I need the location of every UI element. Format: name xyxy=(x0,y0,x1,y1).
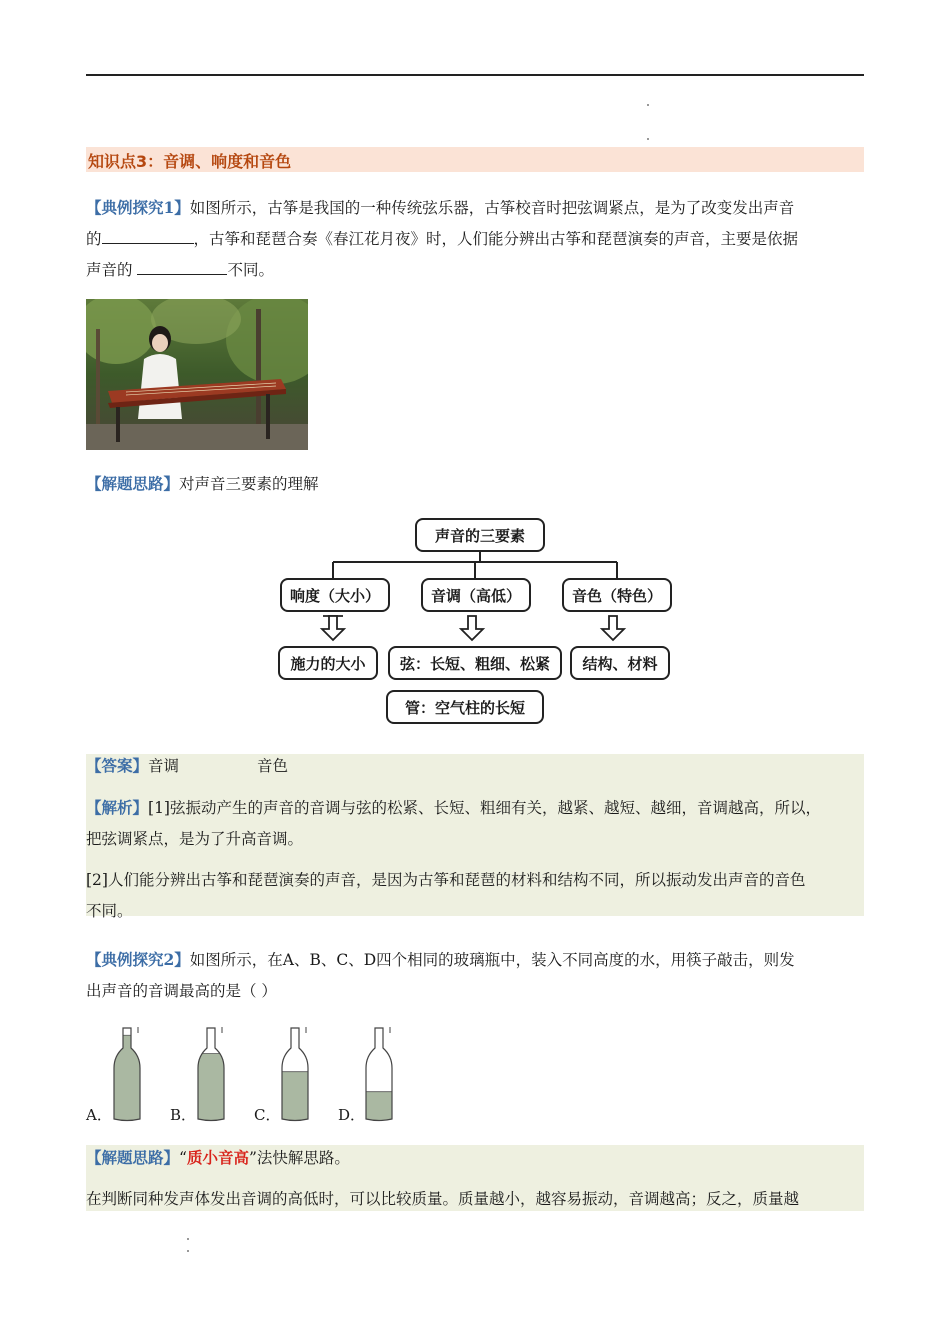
glass-bottle-icon xyxy=(196,1024,226,1124)
timbre-factor-node: 结构、材料 xyxy=(570,646,670,680)
glass-bottle-icon xyxy=(280,1024,310,1124)
example1-line2-start: 的 xyxy=(86,230,102,248)
glass-bottle-icon xyxy=(112,1024,142,1124)
answer-blank-2 xyxy=(137,256,227,275)
analysis1-p2-line2: 不同。 xyxy=(86,902,133,920)
example1-line1: 如图所示，古筝是我国的一种传统弦乐器，古筝校音时把弦调紧点，是为了改变发出声音 xyxy=(189,199,795,217)
example2-question xyxy=(86,944,866,1007)
analysis1-p1-line1: [1]弦振动产生的声音的音调与弦的松紧、长短、粗细有关，越紧、越短、越细，音调越高，所以， xyxy=(148,799,821,817)
decorative-dot xyxy=(187,1238,189,1240)
approach2-text: 法快解思路。 xyxy=(256,1149,350,1167)
approach2-tag: 【解题思路】 xyxy=(86,1148,180,1167)
pitch-pipe-node: 管：空气柱的长短 xyxy=(386,690,544,724)
option-label: A． xyxy=(86,1106,112,1124)
answer1-value-1: 音调 xyxy=(148,757,180,775)
pitch-node: 音调（高低） xyxy=(421,578,531,612)
example1-question xyxy=(86,192,866,286)
option-label: D． xyxy=(338,1106,366,1124)
analysis1-p1-line2: 把弦调紧点，是为了升高音调。 xyxy=(86,830,304,848)
guzheng-player-photo xyxy=(86,299,308,450)
quote-close: ” xyxy=(248,1149,257,1167)
answer1-value-2: 音色 xyxy=(257,757,289,775)
bottle-options xyxy=(86,1024,406,1124)
water-fill xyxy=(280,1072,310,1124)
analysis1-p2-line1: [2]人们能分辨出古筝和琵琶演奏的声音，是因为古筝和琵琶的材料和结构不同，所以振动发出声音的音色 xyxy=(86,871,806,889)
loudness-node: 响度（大小） xyxy=(280,578,390,612)
approach2-keyword: 质小音高 xyxy=(186,1148,249,1167)
approach2-line2: 在判断同种发声体发出音调的高低时，可以比较质量。质量越小，越容易振动，音调越高；反之，质量越 xyxy=(86,1190,800,1208)
approach2 xyxy=(86,1142,866,1215)
approach1-text: 对声音三要素的理解 xyxy=(179,475,319,493)
timbre-node: 音色（特色） xyxy=(562,578,672,612)
example1-line3-start: 声音的 xyxy=(86,261,138,279)
diagram-root-node: 声音的三要素 xyxy=(415,518,545,552)
quote-open: “ xyxy=(179,1149,187,1167)
three-elements-diagram xyxy=(270,512,690,732)
section-heading xyxy=(86,147,864,172)
answer-blank-1 xyxy=(102,225,194,244)
example2-line2: 出声音的音调最高的是（ ） xyxy=(86,982,277,1000)
example2-line1: 如图所示，在A、B、C、D四个相同的玻璃瓶中，装入不同高度的水，用筷子敲击，则发 xyxy=(189,951,795,969)
water-fill xyxy=(112,1035,142,1124)
example2-tag: 【典例探究2】 xyxy=(86,950,190,969)
answer1-tag: 【答案】 xyxy=(86,756,149,775)
example1-tag: 【典例探究1】 xyxy=(86,198,190,217)
option-label: B． xyxy=(170,1106,197,1124)
decorative-dot xyxy=(647,138,649,140)
approach1-tag: 【解题思路】 xyxy=(86,474,180,493)
option-label: C． xyxy=(254,1106,281,1124)
glass-bottle-icon xyxy=(364,1024,394,1124)
water-fill xyxy=(196,1053,226,1124)
analysis1-tag: 【解析】 xyxy=(86,798,149,817)
approach1 xyxy=(86,468,319,500)
header-rule xyxy=(86,74,864,76)
analysis1 xyxy=(86,792,876,927)
example1-line3-end: 不同。 xyxy=(227,261,274,279)
section-title: 知识点3：音调、响度和音色 xyxy=(88,152,292,171)
decorative-dot xyxy=(647,104,649,106)
pitch-string-node: 弦：长短、粗细、松紧 xyxy=(388,646,562,680)
loudness-factor-node: 施力的大小 xyxy=(278,646,378,680)
answer1 xyxy=(86,750,288,782)
decorative-dot xyxy=(187,1250,189,1252)
example1-line2-end: ，古筝和琵琶合奏《春江花月夜》时，人们能分辨出古筝和琵琶演奏的声音，主要是依据 xyxy=(193,230,799,248)
